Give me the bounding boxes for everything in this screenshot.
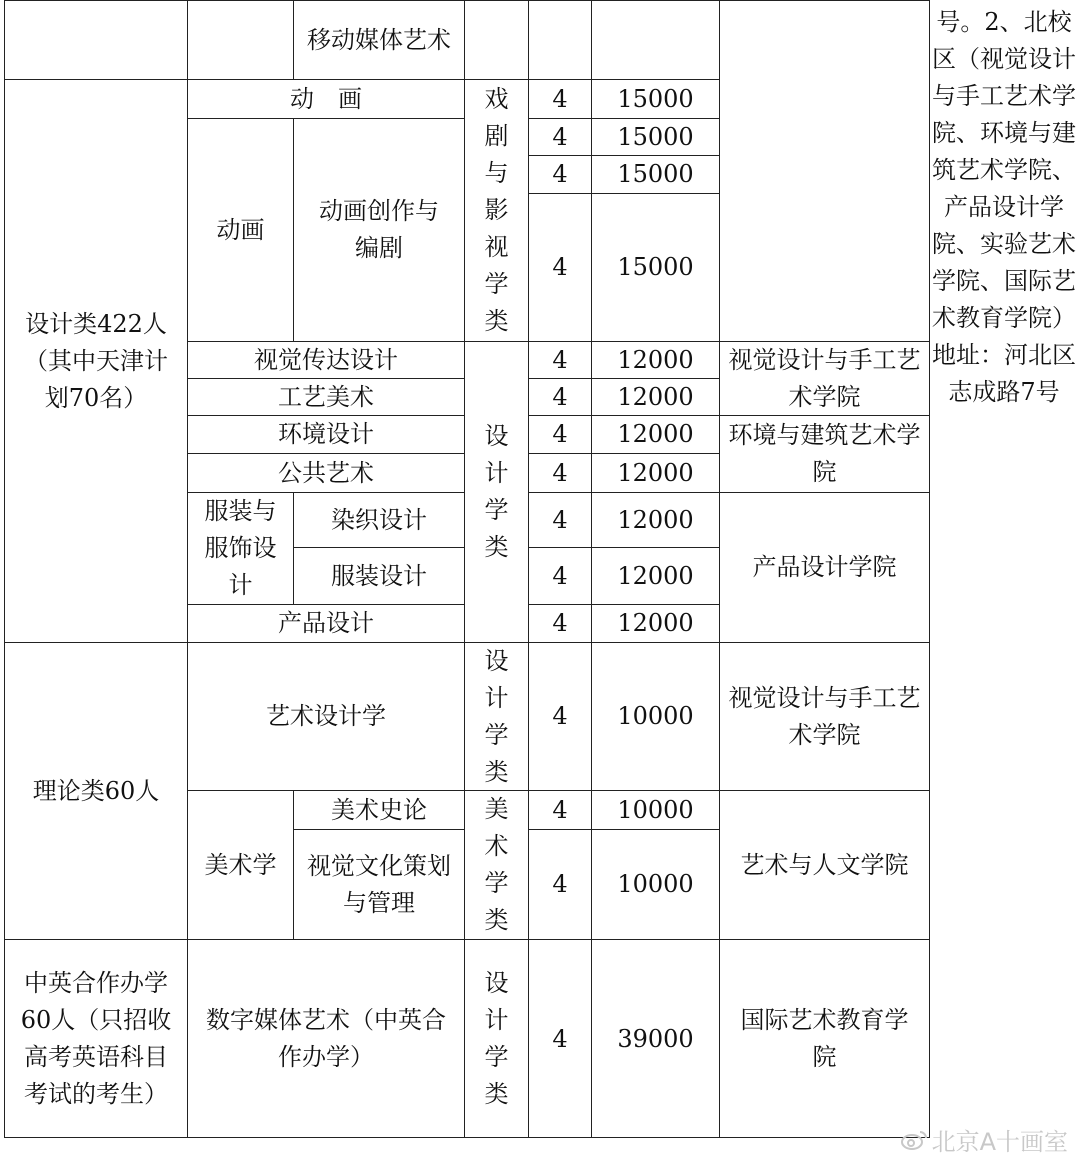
campus-address-note: 号。2、北校区（视觉设计与手工艺术学院、环境与建筑艺术学院、产品设计学院、实验艺术学院、国际艺术教育学院）地址：河北区志成路7号 [932, 8, 1076, 406]
fee-row: 39000 [591, 939, 719, 1138]
group-fashion: 服装与服饰设计 [187, 492, 293, 604]
major-art-design-study: 艺术设计学 [187, 642, 464, 790]
discipline-drama-film: 戏 剧 与 影 视 学 类 [464, 79, 528, 341]
years-row: 4 [528, 547, 591, 604]
fee-cell-top [591, 0, 719, 79]
years-row: 4 [528, 492, 591, 547]
discipline-fine-arts: 美 术 学 类 [464, 790, 528, 939]
design-category-total: 设计类422人（其中天津计划70名） [4, 79, 187, 642]
school-international-art-education: 国际艺术教育学院 [719, 939, 929, 1138]
fee-row: 12000 [591, 453, 719, 492]
major-animation: 动 画 [187, 79, 464, 118]
major-visual-communication: 视觉传达设计 [187, 341, 464, 378]
major-art-history: 美术史论 [293, 790, 464, 829]
major-environment-design: 环境设计 [187, 415, 464, 453]
major-textile-design: 染织设计 [293, 492, 464, 547]
watermark-text: 北京A十画室 [931, 1128, 1068, 1156]
years-row: 4 [528, 939, 591, 1138]
major-animation-writing: 动画创作与编剧 [293, 118, 464, 341]
theory-category-total: 理论类60人 [4, 642, 187, 939]
school-visual-design-2: 视觉设计与手工艺术学院 [719, 642, 929, 790]
fee-row: 10000 [591, 642, 719, 790]
major-visual-culture: 视觉文化策划与管理 [293, 829, 464, 939]
years-row: 4 [528, 829, 591, 939]
fee-row: 12000 [591, 547, 719, 604]
fee-animation: 15000 [591, 79, 719, 118]
school-visual-design: 视觉设计与手工艺术学院 [719, 341, 929, 415]
years-row: 4 [528, 642, 591, 790]
years-row: 4 [528, 453, 591, 492]
fee-row: 12000 [591, 378, 719, 415]
discipline-cell-top [464, 0, 528, 79]
fee-row: 12000 [591, 604, 719, 642]
group-fine-arts: 美术学 [187, 790, 293, 939]
years-row: 4 [528, 790, 591, 829]
major-mobile-media: 移动媒体艺术 [293, 0, 464, 79]
fee-row: 10000 [591, 790, 719, 829]
school-environment-architecture: 环境与建筑艺术学院 [719, 415, 929, 492]
years-row: 4 [528, 378, 591, 415]
discipline-design-1: 设 计 学 类 [464, 341, 528, 642]
years-cell-top [528, 0, 591, 79]
fee-row: 10000 [591, 829, 719, 939]
years-animation: 4 [528, 79, 591, 118]
fee-row: 15000 [591, 155, 719, 193]
major-digital-media: 数字媒体艺术（中英合作办学） [187, 939, 464, 1138]
school-product-design: 产品设计学院 [719, 492, 929, 642]
sino-uk-category-total: 中英合作办学 60人（只招收高考英语科目考试的考生） [4, 939, 187, 1138]
school-cell-drama [719, 0, 929, 341]
years-row: 4 [528, 415, 591, 453]
group-animation: 动画 [187, 118, 293, 341]
fee-row: 12000 [591, 492, 719, 547]
years-row: 4 [528, 193, 591, 341]
years-row: 4 [528, 155, 591, 193]
fee-row: 15000 [591, 118, 719, 155]
major-product-design: 产品设计 [187, 604, 464, 642]
fee-row: 12000 [591, 415, 719, 453]
weibo-icon [900, 1129, 928, 1151]
fee-row: 12000 [591, 341, 719, 378]
category-cell-top [4, 0, 187, 79]
group-cell-top [187, 0, 293, 79]
fee-row: 15000 [591, 193, 719, 341]
discipline-design-2: 设 计 学 类 [464, 642, 528, 790]
major-public-art: 公共艺术 [187, 453, 464, 492]
watermark [900, 1122, 1068, 1157]
major-crafts: 工艺美术 [187, 378, 464, 415]
years-row: 4 [528, 341, 591, 378]
years-row: 4 [528, 604, 591, 642]
major-fashion-design: 服装设计 [293, 547, 464, 604]
years-row: 4 [528, 118, 591, 155]
school-art-humanities: 艺术与人文学院 [719, 790, 929, 939]
discipline-design-3: 设 计 学 类 [464, 939, 528, 1138]
